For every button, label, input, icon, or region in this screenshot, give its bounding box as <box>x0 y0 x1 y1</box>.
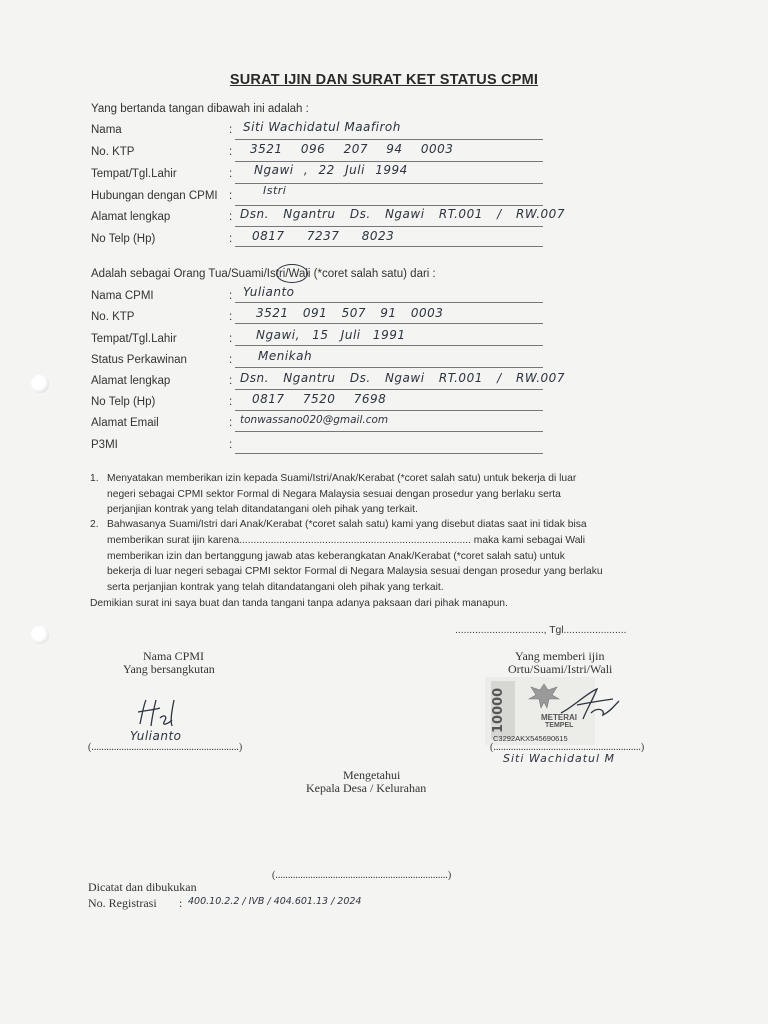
punch-hole-bottom <box>31 626 49 644</box>
stamp-value: 10000 <box>491 681 515 739</box>
point-line: perjanjian kontrak yang telah ditandatangani oleh pihak yang terkait. <box>107 504 418 515</box>
field-value-handwritten: Dsn. Ngantru Ds. Ngawi RT.001 / RW.007 <box>240 207 565 221</box>
colon: : <box>229 417 233 429</box>
colon: : <box>229 311 233 323</box>
field-value-handwritten: 3521 091 507 91 0003 <box>256 306 444 320</box>
signature-right <box>553 683 623 727</box>
field-value-handwritten: Istri <box>263 184 287 197</box>
field-label: Tempat/Tgl.Lahir <box>91 333 177 345</box>
footer-registration-sep: : <box>179 896 183 910</box>
colon: : <box>229 290 233 302</box>
sign-left-subtitle: Yang bersangkutan <box>123 662 215 676</box>
closing-statement: Demikian surat ini saya buat dan tanda tangani tanpa adanya paksaan dari pihak manapun. <box>90 598 508 609</box>
field-label: Tempat/Tgl.Lahir <box>91 168 177 180</box>
point-number: 2. <box>90 519 99 530</box>
colon: : <box>229 190 233 202</box>
field-value-handwritten: Yulianto <box>243 285 295 299</box>
fill-line <box>235 410 543 411</box>
field-value-handwritten: 3521 096 207 94 0003 <box>250 142 454 156</box>
stamp-serial: C3292AKX545690615 <box>493 734 568 743</box>
mengetahui-title: Mengetahui <box>343 768 401 782</box>
fill-line <box>235 246 543 247</box>
field-label: Nama <box>91 124 122 136</box>
field-value-handwritten: tonwassano020@gmail.com <box>240 414 389 426</box>
point-line: bekerja di luar negeri sebagai CPMI sektor Formal di Negara Malaysia sesuai dengan prosedur yang berlaku <box>107 566 603 577</box>
colon: : <box>229 233 233 245</box>
field-value-handwritten: Ngawi, 15 Juli 1991 <box>256 328 406 342</box>
field-label: Alamat lengkap <box>91 211 171 223</box>
sign-right-bracket: (...........................................................) <box>490 742 645 753</box>
document-title: SURAT IJIN DAN SURAT KET STATUS CPMI <box>229 72 539 88</box>
mengetahui-bracket: (.....................................................................) <box>272 870 452 881</box>
field-label: No. KTP <box>91 311 135 323</box>
field-value-handwritten: Siti Wachidatul Maafiroh <box>243 120 401 134</box>
footer-registration-value: 400.10.2.2 / IVB / 404.601.13 / 2024 <box>188 896 362 907</box>
intro-text: Yang bertanda tangan dibawah ini adalah : <box>91 103 309 115</box>
signature-left <box>134 696 194 730</box>
field-label: Alamat Email <box>91 417 159 429</box>
colon: : <box>229 168 233 180</box>
sign-right-title: Yang memberi ijin <box>515 649 605 663</box>
field-value-handwritten: Ngawi , 22 Juli 1994 <box>254 163 408 177</box>
fill-line <box>235 302 543 303</box>
fill-line <box>235 431 543 432</box>
colon: : <box>229 354 233 366</box>
field-label: No Telp (Hp) <box>91 396 156 408</box>
field-label: Nama CPMI <box>91 290 154 302</box>
point-line: Menyatakan memberikan izin kepada Suami/Istri/Anak/Kerabat (*coret salah satu) untuk bekerja di luar <box>107 473 577 484</box>
field-label: No Telp (Hp) <box>91 233 156 245</box>
fill-line <box>235 345 543 346</box>
colon: : <box>229 211 233 223</box>
footer-registration-label: No. Registrasi <box>88 896 157 910</box>
colon: : <box>229 146 233 158</box>
sign-left-name: Yulianto <box>130 729 182 743</box>
point-number: 1. <box>90 473 99 484</box>
point-line: memberikan izin dan bertanggung jawab atas keberangkatan Anak/Kerabat (*coret salah satu) untuk <box>107 551 565 562</box>
fill-line <box>235 389 543 390</box>
stamp-text-2: TEMPEL <box>545 722 574 729</box>
mengetahui-subtitle: Kepala Desa / Kelurahan <box>306 781 427 795</box>
point-line: serta perjanjian kontrak yang telah ditandatangani oleh pihak yang terkait. <box>107 582 444 593</box>
fill-line <box>235 139 543 140</box>
fill-line <box>235 367 543 368</box>
intro-text-2: Adalah sebagai Orang Tua/Suami/Istri/Wali (*coret salah satu) dari : <box>91 268 436 280</box>
colon: : <box>229 396 233 408</box>
point-line: negeri sebagai CPMI sektor Formal di Negara Malaysia sesuai dengan prosedur yang berlaku serta <box>107 489 561 500</box>
sign-right-subtitle: Ortu/Suami/Istri/Wali <box>508 662 613 676</box>
fill-line <box>235 323 543 324</box>
sign-left-bracket: (...........................................................) <box>88 742 243 753</box>
punch-hole-top <box>31 375 49 393</box>
colon: : <box>229 333 233 345</box>
point-line: memberikan surat ijin karena................................................................................. maka kami sebagai Wali <box>107 535 585 546</box>
sign-left-title: Nama CPMI <box>143 649 204 663</box>
point-line: Bahwasanya Suami/Istri dari Anak/Kerabat (*coret salah satu) kami yang disebut diatas saat ini tidak bisa <box>107 519 587 530</box>
field-label: No. KTP <box>91 146 135 158</box>
fill-line <box>235 161 543 162</box>
colon: : <box>229 124 233 136</box>
field-value-handwritten: Menikah <box>258 349 313 363</box>
field-label: Alamat lengkap <box>91 375 171 387</box>
field-label: Hubungan dengan CPMI <box>91 190 218 202</box>
sign-right-name: Siti Wachidatul M <box>503 752 616 765</box>
fill-line <box>235 205 543 206</box>
fill-line <box>235 226 543 227</box>
colon: : <box>229 375 233 387</box>
fill-line <box>235 453 543 454</box>
stamp-text-1: METERAI <box>541 713 577 722</box>
date-line: ..............................., Tgl...................... <box>455 625 627 636</box>
field-value-handwritten: 0817 7237 8023 <box>252 229 395 243</box>
field-label: Status Perkawinan <box>91 354 187 366</box>
field-label: P3MI <box>91 439 118 451</box>
colon: : <box>229 439 233 451</box>
field-value-handwritten: 0817 7520 7698 <box>252 392 387 406</box>
circle-mark-istri <box>276 264 308 283</box>
footer-recorded: Dicatat dan dibukukan <box>88 880 197 894</box>
field-value-handwritten: Dsn. Ngantru Ds. Ngawi RT.001 / RW.007 <box>240 371 565 385</box>
